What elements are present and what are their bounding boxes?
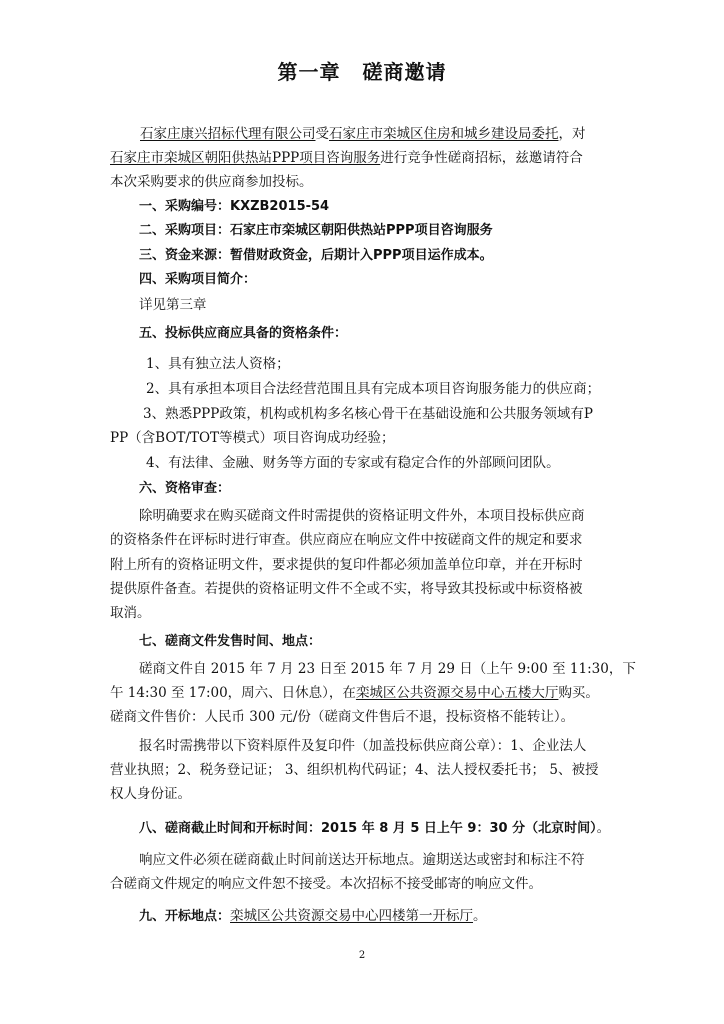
intro-line-1: 石家庄康兴招标代理有限公司受石家庄市栾城区住房和城乡建设局委托，对 (140, 126, 586, 142)
section-6-line-4: 提供原件备查。若提供的资格证明文件不全或不实，将导致其投标或中标资格被 (110, 581, 583, 597)
section-4-heading: 四、采购项目简介： (139, 272, 257, 287)
section-9-heading: 九、开标地点：栾城区公共资源交易中心四楼第一开标厅。 (139, 908, 487, 924)
section-6-line-5: 取消。 (110, 605, 151, 621)
qualification-1: 1、具有独立法人资格； (146, 356, 290, 372)
section-8-heading: 八、磋商截止时间和开标时间：2015 年 8 月 5 日上午 9：30 分（北京时间）。 (139, 820, 611, 836)
qualification-3b: PP（含BOT/TOT等模式）项目咨询成功经验； (110, 430, 395, 446)
section-5-heading: 五、投标供应商应具备的资格条件： (139, 326, 348, 341)
qualification-3a: 3、熟悉PPP政策，机构或机构多名核心骨干在基础设施和公共服务领域有P (143, 406, 593, 422)
section-7-line-3: 磋商文件售价：人民币 300 元/份（磋商文件售后不退，投标资格不能转让）。 (110, 709, 575, 725)
section-6-line-2: 的资格条件在评标时进行审查。供应商应在响应文件中按磋商文件的规定和要求 (110, 532, 583, 548)
section-6-line-1: 除明确要求在购买磋商文件时需提供的资格证明文件外，本项目投标供应商 (139, 508, 585, 524)
section-1-heading: 一、采购编号：KXZB2015-54 (139, 199, 330, 214)
chapter-title (0, 56, 724, 85)
section-8-line-2: 合磋商文件规定的响应文件恕不接受。本次招标不接受邮寄的响应文件。 (110, 876, 542, 892)
project-name: 石家庄市栾城区朝阳供热站PPP项目咨询服务 (110, 150, 381, 166)
section-7-line-1: 磋商文件自 2015 年 7 月 23 日至 2015 年 7 月 29 日（上午 9:00 至 11:30，下 (139, 661, 636, 677)
intro-line-2: 石家庄市栾城区朝阳供热站PPP项目咨询服务进行竞争性磋商招标，兹邀请符合 (110, 150, 583, 166)
section-2-heading: 二、采购项目：石家庄市栾城区朝阳供热站PPP项目咨询服务 (139, 223, 493, 238)
opening-location: 栾城区公共资源交易中心四楼第一开标厅 (230, 908, 474, 924)
section-7-heading: 七、磋商文件发售时间、地点： (139, 634, 322, 649)
qualification-4: 4、有法律、金融、财务等方面的专家或有稳定合作的外部顾问团队。 (146, 455, 560, 471)
section-3-heading: 三、资金来源：暂借财政资金，后期计入PPP项目运作成本。 (139, 248, 493, 263)
section-7-line-2: 午 14:30 至 17:00，周六、日休息），在栾城区公共资源交易中心五楼大厅购买。 (110, 685, 599, 701)
section-8-line-1: 响应文件必须在磋商截止时间前送达开标地点。逾期送达或密封和标注不符 (139, 852, 585, 868)
section-7-line-4: 报名时需携带以下资料原件及复印件（加盖投标供应商公章）：1、企业法人 (139, 738, 587, 754)
sale-location: 栾城区公共资源交易中心五楼大厅 (355, 685, 559, 701)
chapter-name: 磋商邀请 (362, 60, 447, 84)
section-7-line-5: 营业执照；2、税务登记证； 3、组织机构代码证；4、法人授权委托书； 5、被授 (110, 762, 599, 778)
qualification-2: 2、具有承担本项目合法经营范围且具有完成本项目咨询服务能力的供应商； (146, 381, 601, 397)
agent-name: 石家庄康兴招标代理有限公司 (140, 126, 316, 142)
page-number: 2 (358, 950, 366, 961)
chapter-number: 第一章 (277, 60, 341, 84)
client-name: 石家庄市栾城区住房和城乡建设局委托 (329, 126, 559, 142)
intro-line-3: 本次采购要求的供应商参加投标。 (110, 174, 313, 190)
section-6-heading: 六、资格审查： (139, 481, 231, 496)
section-4-text: 详见第三章 (139, 297, 207, 313)
section-6-line-3: 附上所有的资格证明文件，要求提供的复印件都必须加盖单位印章，并在开标时 (110, 557, 583, 573)
section-7-line-6: 权人身份证。 (110, 786, 191, 802)
